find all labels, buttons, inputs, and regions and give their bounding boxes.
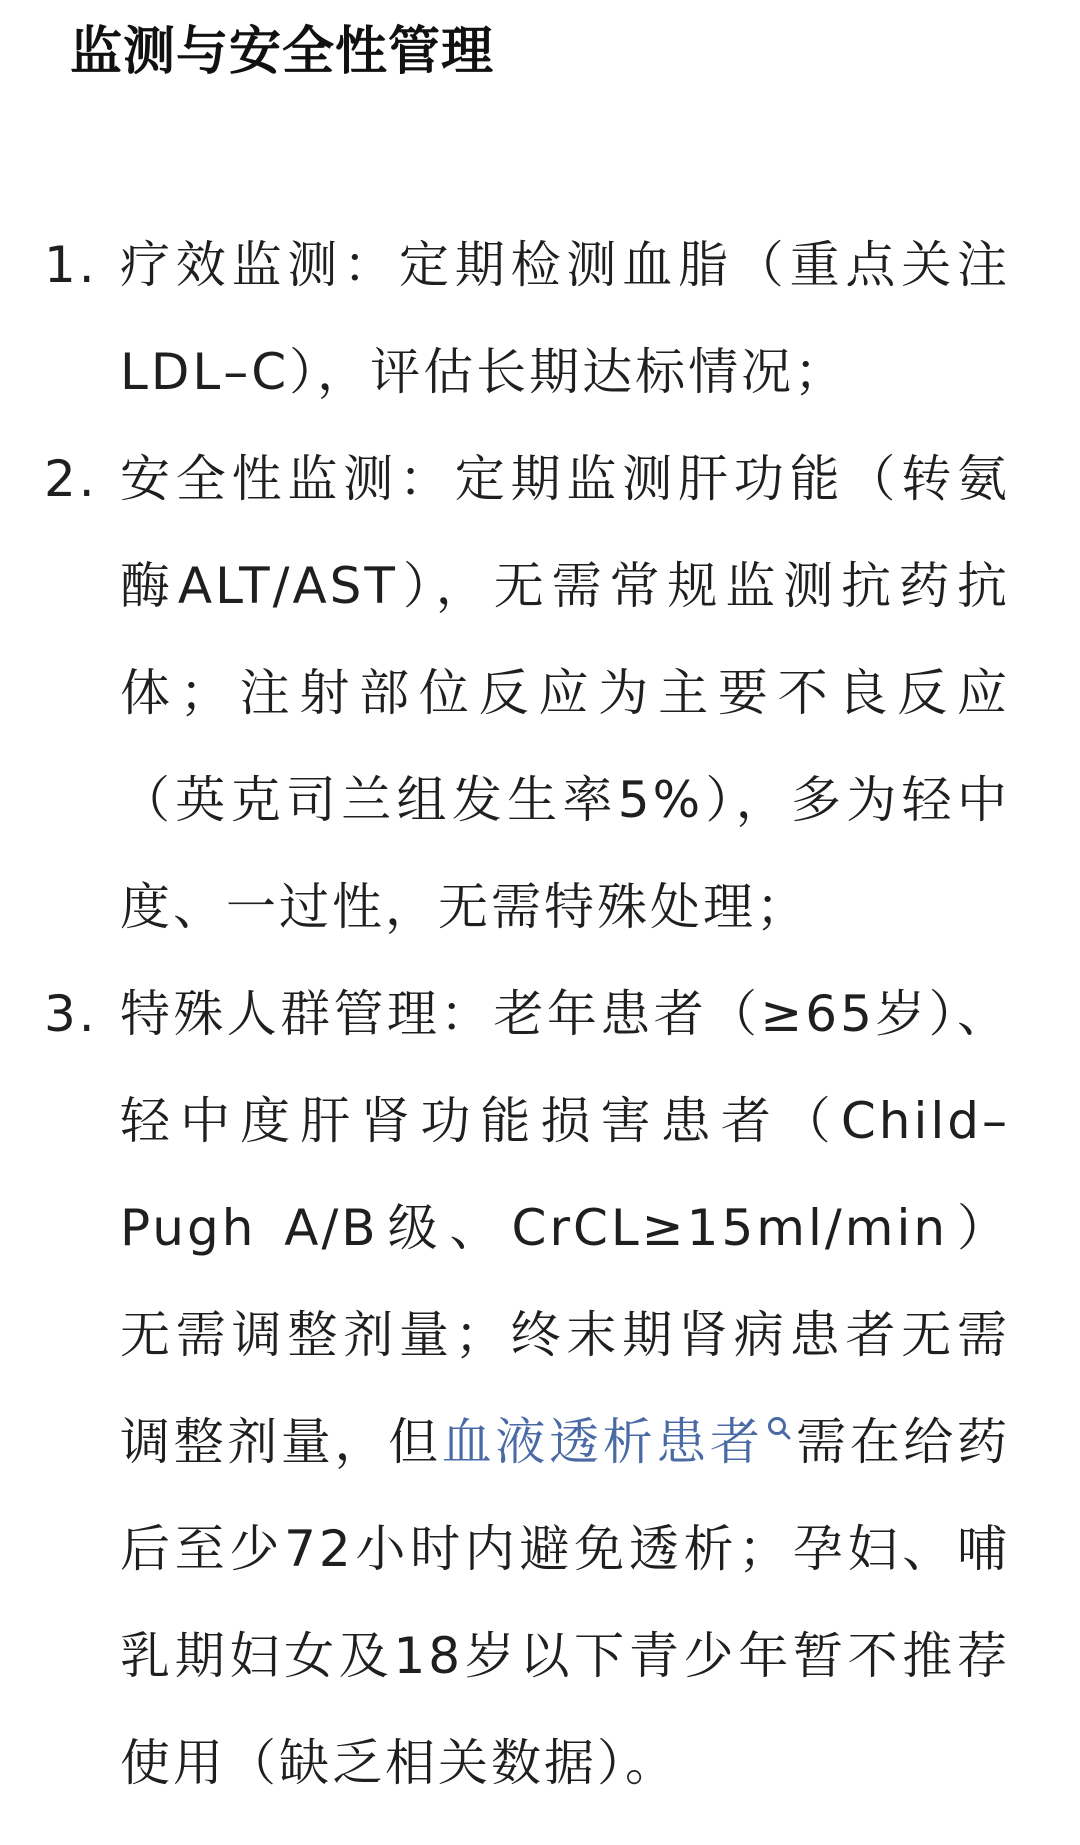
list-item-number: 1. xyxy=(44,236,98,294)
list-item-text-after-link: 需在给药后至少72小时内避免透析；孕妇、哺乳期妇女及18岁以下青少年暂不推荐使用（缺乏相关数据）。 xyxy=(120,1413,1010,1792)
section-heading: 监测与安全性管理 xyxy=(70,22,495,82)
list-item-text: 疗效监测：定期检测血脂（重点关注LDL–C），评估长期达标情况； xyxy=(120,236,1010,401)
search-icon[interactable] xyxy=(766,1415,792,1441)
list-item-efficacy-monitoring xyxy=(0,212,1080,426)
list-item-special-populations xyxy=(0,961,1080,1817)
monitoring-list xyxy=(0,212,1080,1817)
list-item-number: 2. xyxy=(44,450,98,508)
list-item-number: 3. xyxy=(44,985,98,1043)
list-item-text-before-link: 特殊人群管理：老年患者（≥65岁）、轻中度肝肾功能损害患者（Child–Pugh A/B级、CrCL≥15ml/min）无需调整剂量；终末期肾病患者无需调整剂量，但 xyxy=(120,985,1010,1471)
hemodialysis-patients-link[interactable]: 血液透析患者 xyxy=(441,1413,764,1471)
list-item-safety-monitoring xyxy=(0,426,1080,961)
list-item-text: 安全性监测：定期监测肝功能（转氨酶ALT/AST），无需常规监测抗药抗体；注射部位反应为主要不良反应（英克司兰组发生率5%），多为轻中度、一过性，无需特殊处理； xyxy=(120,450,1010,936)
